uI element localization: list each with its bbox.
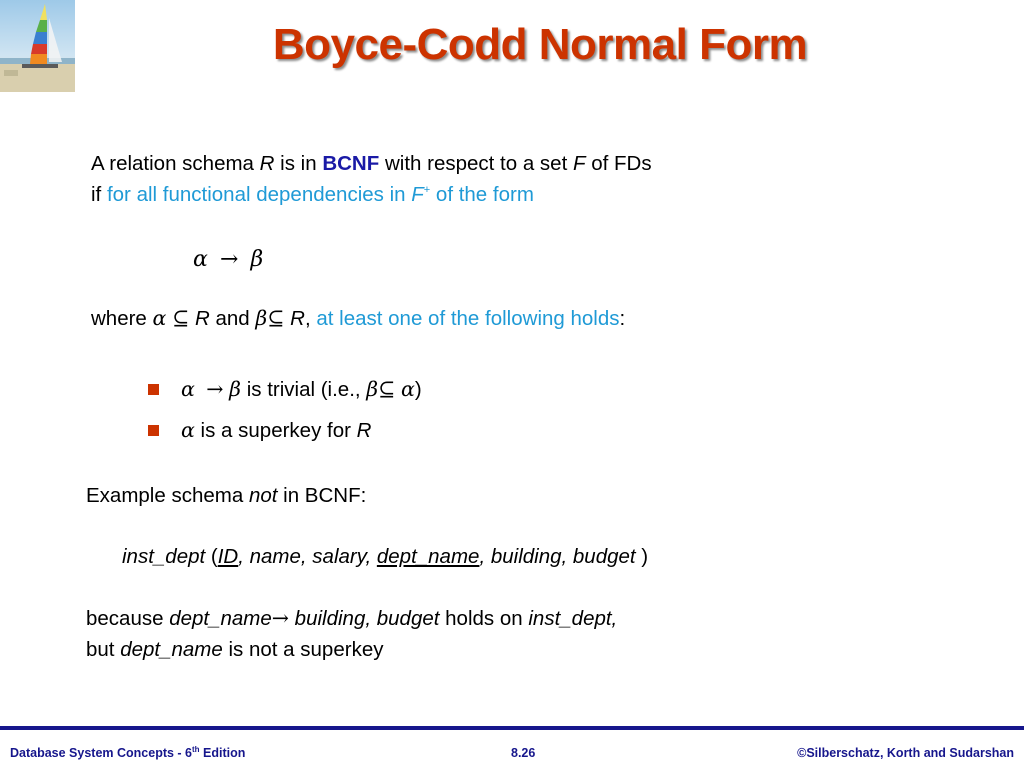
footer-copyright: ©Silberschatz, Korth and Sudarshan [797, 746, 1014, 760]
because-text: because [86, 607, 170, 630]
footer-text: Edition [199, 746, 246, 760]
subset-symbol: ⊆ [267, 306, 285, 330]
example-heading [86, 480, 366, 511]
relation-r: R [259, 152, 275, 175]
schema-attrs: , name, salary, [238, 545, 377, 568]
arrow-symbol: → [206, 377, 224, 401]
def-text: with respect to a set [379, 152, 573, 175]
slide-title: Boyce-Codd Normal Form [272, 20, 808, 69]
example-not: not [248, 484, 278, 507]
fd-set-f: F [572, 152, 586, 175]
footer-book-title [10, 746, 245, 760]
where-text: and [209, 307, 256, 330]
def-highlight: for all functional dependencies in [106, 183, 412, 206]
beta-symbol: β [229, 377, 241, 401]
relation-r: R [194, 307, 210, 330]
arrow-symbol: → [219, 247, 239, 272]
where-clause [91, 303, 625, 334]
schema-paren: ( [205, 545, 218, 568]
example-text: in BCNF: [277, 484, 367, 507]
subset-symbol: ⊆ [378, 377, 396, 401]
alpha-symbol: α [181, 418, 195, 442]
relation-r: R [356, 419, 372, 442]
footer-rule [0, 726, 1024, 730]
schema-attrs: , building, budget [479, 545, 636, 568]
def-text: is in [274, 152, 323, 175]
beta-symbol: β [250, 247, 264, 272]
beta-symbol: β [366, 377, 379, 401]
bullet-square-icon [148, 384, 159, 395]
arrow-symbol: → [271, 606, 289, 630]
bullet-text: is trivial (i.e., [241, 378, 367, 401]
bullet-text: ) [414, 378, 422, 401]
footer-sup: th [192, 744, 200, 754]
footer-text: Database System Concepts - 6 [10, 746, 193, 760]
fd-lhs: dept_name [169, 607, 272, 630]
schema-name: inst_dept [122, 545, 206, 568]
relation-r: R [290, 307, 305, 330]
beta-symbol: β [255, 306, 268, 330]
relation-name: inst_dept, [528, 607, 618, 630]
where-text: where [91, 307, 153, 330]
example-text: Example schema [86, 484, 249, 507]
bullet-trivial [148, 374, 422, 405]
alpha-symbol: α [181, 377, 195, 401]
where-text: : [619, 307, 626, 330]
because-text: holds on [439, 607, 529, 630]
bullet-text: is a superkey for [194, 419, 357, 442]
because-explanation [86, 603, 617, 665]
bcnf-term: BCNF [322, 152, 380, 175]
subset-symbol: ⊆ [172, 306, 190, 330]
because-text: is not a superkey [222, 638, 384, 661]
alpha-symbol: α [401, 377, 415, 401]
schema-paren: ) [635, 545, 649, 568]
def-text: if [91, 183, 107, 206]
def-text: A relation schema [91, 152, 260, 175]
closure-plus: + [423, 184, 431, 197]
where-highlight: at least one of the following holds [316, 307, 620, 330]
closure-f: F [411, 183, 424, 206]
because-text: but [86, 638, 121, 661]
example-schema [122, 541, 648, 572]
attr-dept-name: dept_name [120, 638, 223, 661]
def-text: of FDs [585, 152, 652, 175]
alpha-symbol: α [193, 247, 208, 272]
fd-expression [193, 243, 263, 275]
alpha-symbol: α [152, 306, 167, 330]
bcnf-definition [91, 148, 652, 210]
bullet-square-icon [148, 425, 159, 436]
bullet-superkey [148, 415, 371, 446]
schema-key-dept: dept_name [376, 545, 480, 568]
where-text: , [304, 307, 317, 330]
fd-rhs: building, budget [288, 607, 440, 630]
def-highlight: of the form [430, 183, 534, 206]
schema-key-id: ID [217, 545, 239, 568]
slide-footer [0, 726, 1024, 768]
slide-number: 8.26 [511, 746, 536, 760]
